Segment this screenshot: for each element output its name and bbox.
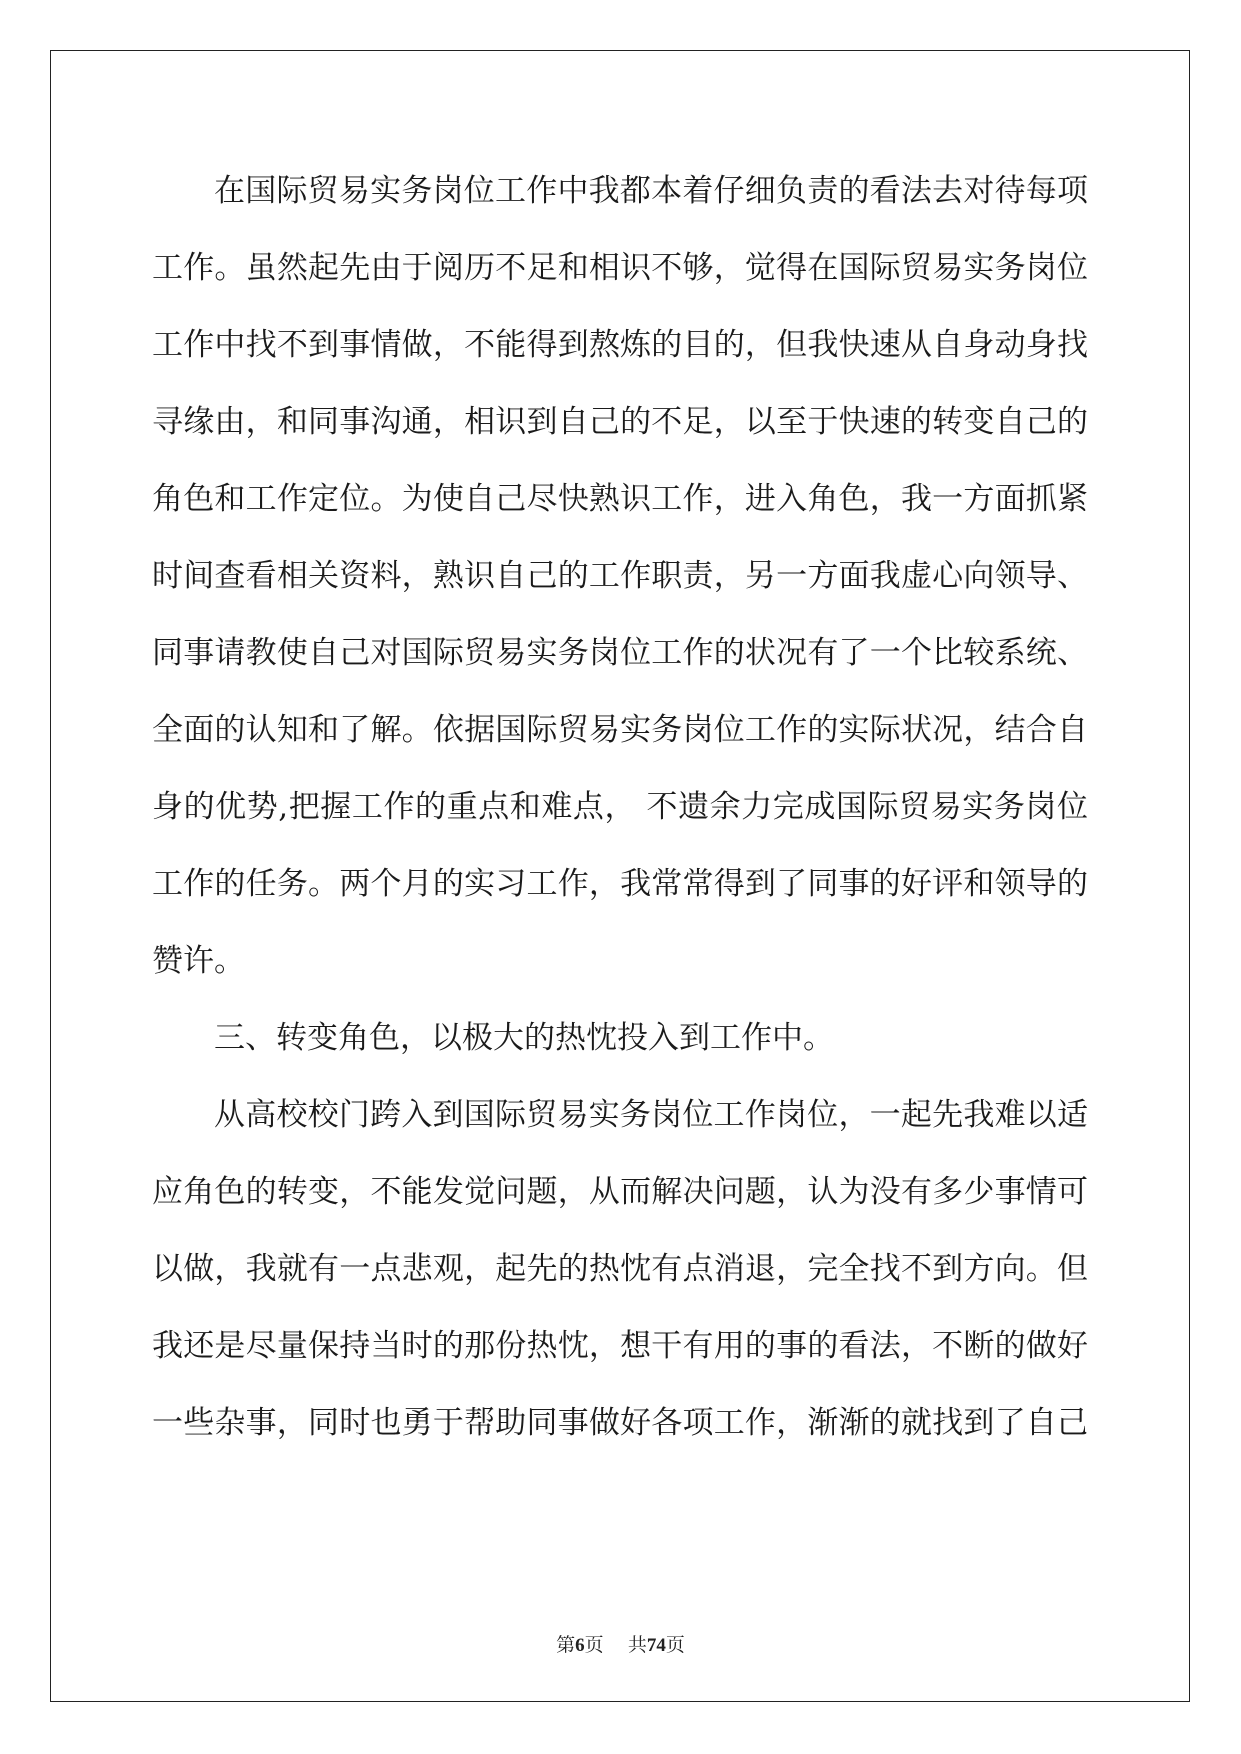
page-footer <box>0 1633 1241 1658</box>
paragraph-line: 从高校校门跨入到国际贸易实务岗位工作岗位，一起先我难以适 <box>214 1097 1088 1133</box>
paragraph-line: 工作的任务。两个月的实习工作，我常常得到了同事的好评和领导的 <box>152 866 1088 902</box>
page-label-prefix: 第 <box>556 1634 576 1656</box>
paragraph-line: 身的优势,把握工作的重点和难点， 不遗余力完成国际贸易实务岗位 <box>152 789 1088 825</box>
total-label-suffix: 页 <box>665 1634 685 1656</box>
total-label-prefix: 共 <box>627 1634 647 1656</box>
paragraph-line: 工作。虽然起先由于阅历不足和相识不够，觉得在国际贸易实务岗位 <box>152 250 1088 286</box>
paragraph-line: 角色和工作定位。为使自己尽快熟识工作，进入角色，我一方面抓紧 <box>152 481 1088 517</box>
page-label-suffix: 页 <box>584 1634 604 1656</box>
paragraph-line: 同事请教使自己对国际贸易实务岗位工作的状况有了一个比较系统、 <box>152 635 1088 671</box>
paragraph-line: 我还是尽量保持当时的那份热忱，想干有用的事的看法，不断的做好 <box>152 1328 1088 1364</box>
total-pages: 74 <box>646 1635 666 1656</box>
paragraph-line: 寻缘由，和同事沟通，相识到自己的不足，以至于快速的转变自己的 <box>152 404 1088 440</box>
paragraph-line: 应角色的转变，不能发觉问题，从而解决问题，认为没有多少事情可 <box>152 1174 1088 1210</box>
paragraph-line: 在国际贸易实务岗位工作中我都本着仔细负责的看法去对待每项 <box>214 173 1088 209</box>
paragraph-line: 以做，我就有一点悲观，起先的热忱有点消退，完全找不到方向。但 <box>152 1251 1088 1287</box>
section-heading: 三、转变角色，以极大的热忱投入到工作中。 <box>214 1020 834 1056</box>
paragraph-line: 一些杂事，同时也勇于帮助同事做好各项工作，渐渐的就找到了自己 <box>152 1405 1088 1441</box>
page-number: 6 <box>575 1635 585 1656</box>
paragraph-line: 工作中找不到事情做，不能得到熬炼的目的，但我快速从自身动身找 <box>152 327 1088 363</box>
paragraph-line: 全面的认知和了解。依据国际贸易实务岗位工作的实际状况，结合自 <box>152 712 1088 748</box>
paragraph-line: 时间查看相关资料，熟识自己的工作职责，另一方面我虚心向领导、 <box>152 558 1088 594</box>
paragraph-line: 赞许。 <box>152 943 245 979</box>
document-body <box>152 153 1088 1462</box>
